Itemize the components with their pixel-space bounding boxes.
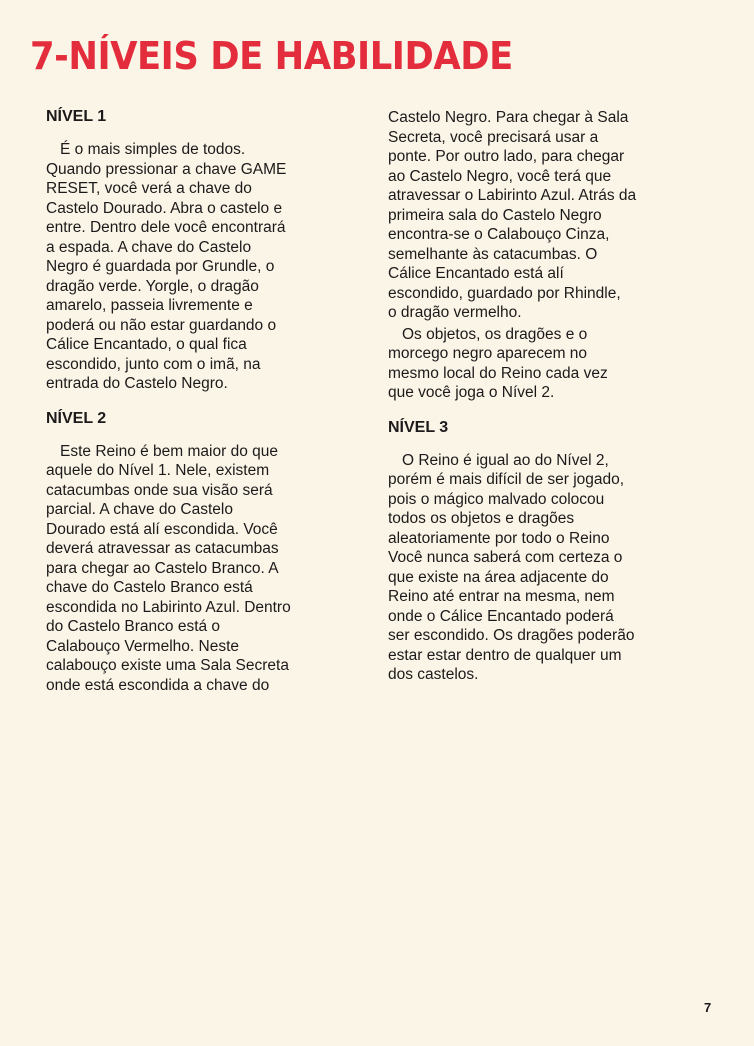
- level-1-text: É o mais simples de todos. Quando pressionar a chave GAME RESET, você verá a chave do Castelo Dourado. Abra o castelo e entre. Dentro dele você encontrará a espada. A chave do Castelo Negro é guardada por Grundle, o dragão verde. Yorgle, o dragão amarelo, passeia livremente e poderá ou não estar guardando o Cálice Encantado, o qual fica escondido, junto com o imã, na entrada do Castelo Negro.: [46, 141, 287, 392]
- page-number: 7: [704, 1000, 712, 1015]
- page-title: 7-NÍVEIS DE HABILIDADE: [30, 34, 513, 78]
- left-column: [46, 106, 346, 709]
- level-3-heading: NÍVEL 3: [388, 418, 449, 436]
- level-3-text: O Reino é igual ao do Nível 2, porém é mais difícil de ser jogado, pois o mágico malvado colocou todos os objetos e dragões aleatoriamente por todo o Reino Você nunca saberá com certeza o que existe na área adjacente do Reino até entrar na mesma, nem onde o Cálice Encantado poderá ser escondido. Os dragões poderão estar estar dentro de qualquer um dos castelos.: [388, 451, 635, 683]
- level-2-heading: NÍVEL 2: [46, 409, 107, 427]
- level-2-text: Este Reino é bem maior do que aquele do Nível 1. Nele, existem catacumbas onde sua visão será parcial. A chave do Castelo Dourado está alí escondida. Você deverá atravessar as catacumbas para chegar ao Castelo Branco. A chave do Castelo Branco está escondida no Labirinto Azul. Dentro do Castelo Branco está o Calabouço Vermelho. Neste calabouço existe uma Sala Secreta onde está escondida a chave do: [46, 442, 291, 694]
- level-2-text-continued: Castelo Negro. Para chegar à Sala Secreta, você precisará usar a ponte. Por outro lado, para chegar ao Castelo Negro, você terá que atravessar o Labirinto Azul. Atrás da primeira sala do Castelo Negro encontra-se o Calabouço Cinza, semelhante às catacumbas. O Cálice Encantado está alí escondido, guardado por Rhindle, o dragão vermelho.: [388, 109, 637, 321]
- level-2-text-2: Os objetos, os dragões e o morcego negro aparecem no mesmo local do Reino cada vez que você joga o Nível 2.: [388, 325, 608, 401]
- right-column: [388, 108, 688, 687]
- level-1-heading: NÍVEL 1: [46, 108, 107, 125]
